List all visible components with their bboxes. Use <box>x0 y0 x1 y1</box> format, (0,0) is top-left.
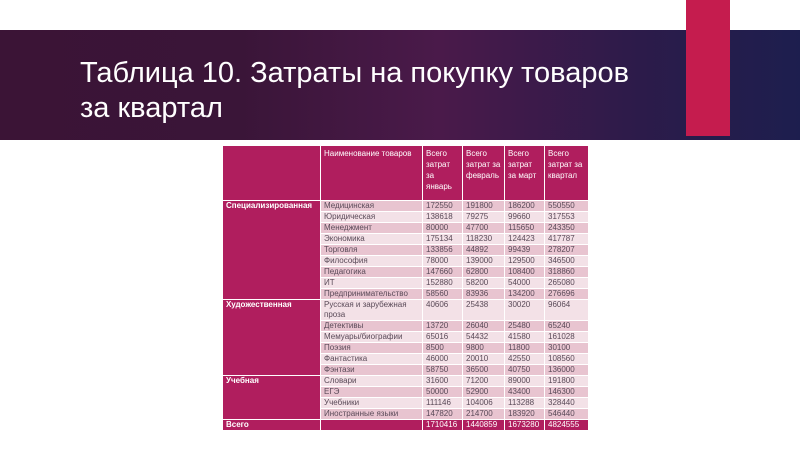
value-cell: 44892 <box>463 245 505 256</box>
value-cell: 191800 <box>545 376 589 387</box>
category-cell: Художественная <box>223 300 321 376</box>
product-name-cell: Торговля <box>321 245 423 256</box>
value-cell: 13720 <box>423 321 463 332</box>
header-march: Всего затрат за март <box>505 146 545 201</box>
value-cell: 124423 <box>505 234 545 245</box>
product-name-cell: Предпринимательство <box>321 289 423 300</box>
value-cell: 546440 <box>545 409 589 420</box>
product-name-cell: ИТ <box>321 278 423 289</box>
value-cell: 26040 <box>463 321 505 332</box>
table-row <box>223 300 589 321</box>
total-name-cell <box>321 420 423 431</box>
table-header-row <box>223 146 589 201</box>
value-cell: 161028 <box>545 332 589 343</box>
value-cell: 11800 <box>505 343 545 354</box>
product-name-cell: Медицинская <box>321 201 423 212</box>
value-cell: 346500 <box>545 256 589 267</box>
value-cell: 417787 <box>545 234 589 245</box>
product-name-cell: Иностранные языки <box>321 409 423 420</box>
value-cell: 108560 <box>545 354 589 365</box>
header-january: Всего затрат за январь <box>423 146 463 201</box>
value-cell: 138618 <box>423 212 463 223</box>
value-cell: 96064 <box>545 300 589 321</box>
value-cell: 133856 <box>423 245 463 256</box>
total-value-cell: 4824555 <box>545 420 589 431</box>
product-name-cell: Поэзия <box>321 343 423 354</box>
value-cell: 40750 <box>505 365 545 376</box>
total-value-cell: 1440859 <box>463 420 505 431</box>
value-cell: 317553 <box>545 212 589 223</box>
value-cell: 46000 <box>423 354 463 365</box>
value-cell: 113288 <box>505 398 545 409</box>
value-cell: 43400 <box>505 387 545 398</box>
value-cell: 214700 <box>463 409 505 420</box>
value-cell: 139000 <box>463 256 505 267</box>
value-cell: 134200 <box>505 289 545 300</box>
value-cell: 62800 <box>463 267 505 278</box>
value-cell: 99660 <box>505 212 545 223</box>
value-cell: 89000 <box>505 376 545 387</box>
header-quarter: Всего затрат за квартал <box>545 146 589 201</box>
value-cell: 8500 <box>423 343 463 354</box>
value-cell: 9800 <box>463 343 505 354</box>
value-cell: 83936 <box>463 289 505 300</box>
product-name-cell: Учебники <box>321 398 423 409</box>
product-name-cell: Философия <box>321 256 423 267</box>
category-cell: Учебная <box>223 376 321 420</box>
value-cell: 191800 <box>463 201 505 212</box>
value-cell: 550550 <box>545 201 589 212</box>
value-cell: 31600 <box>423 376 463 387</box>
value-cell: 50000 <box>423 387 463 398</box>
product-name-cell: Мемуары/биографии <box>321 332 423 343</box>
value-cell: 52900 <box>463 387 505 398</box>
page-title: Таблица 10. Затраты на покупку товаров за квартал <box>80 57 630 124</box>
value-cell: 65240 <box>545 321 589 332</box>
value-cell: 80000 <box>423 223 463 234</box>
total-value-cell: 1673280 <box>505 420 545 431</box>
value-cell: 78000 <box>423 256 463 267</box>
accent-bar <box>686 0 730 136</box>
product-name-cell: Фантастика <box>321 354 423 365</box>
value-cell: 47700 <box>463 223 505 234</box>
table-row <box>223 201 589 212</box>
value-cell: 183920 <box>505 409 545 420</box>
value-cell: 36500 <box>463 365 505 376</box>
value-cell: 99439 <box>505 245 545 256</box>
value-cell: 243350 <box>545 223 589 234</box>
table-body <box>223 201 589 431</box>
value-cell: 175134 <box>423 234 463 245</box>
value-cell: 318860 <box>545 267 589 278</box>
product-name-cell: Менеджмент <box>321 223 423 234</box>
value-cell: 58200 <box>463 278 505 289</box>
expenses-table <box>222 145 589 431</box>
product-name-cell: Фэнтази <box>321 365 423 376</box>
value-cell: 136000 <box>545 365 589 376</box>
product-name-cell: Юридическая <box>321 212 423 223</box>
value-cell: 276696 <box>545 289 589 300</box>
value-cell: 118230 <box>463 234 505 245</box>
value-cell: 172550 <box>423 201 463 212</box>
total-value-cell: 1710416 <box>423 420 463 431</box>
value-cell: 152880 <box>423 278 463 289</box>
value-cell: 42550 <box>505 354 545 365</box>
header-category <box>223 146 321 201</box>
value-cell: 25438 <box>463 300 505 321</box>
total-row <box>223 420 589 431</box>
product-name-cell: Детективы <box>321 321 423 332</box>
value-cell: 58750 <box>423 365 463 376</box>
product-name-cell: Педагогика <box>321 267 423 278</box>
value-cell: 108400 <box>505 267 545 278</box>
category-cell: Специализированная <box>223 201 321 300</box>
total-label-cell: Всего <box>223 420 321 431</box>
value-cell: 278207 <box>545 245 589 256</box>
table-row <box>223 376 589 387</box>
value-cell: 41580 <box>505 332 545 343</box>
value-cell: 40606 <box>423 300 463 321</box>
value-cell: 115650 <box>505 223 545 234</box>
value-cell: 104006 <box>463 398 505 409</box>
value-cell: 129500 <box>505 256 545 267</box>
expenses-table-container <box>222 145 588 431</box>
value-cell: 265080 <box>545 278 589 289</box>
value-cell: 186200 <box>505 201 545 212</box>
product-name-cell: Экономика <box>321 234 423 245</box>
value-cell: 111146 <box>423 398 463 409</box>
value-cell: 25480 <box>505 321 545 332</box>
value-cell: 54432 <box>463 332 505 343</box>
value-cell: 30020 <box>505 300 545 321</box>
product-name-cell: Словари <box>321 376 423 387</box>
value-cell: 58560 <box>423 289 463 300</box>
product-name-cell: ЕГЭ <box>321 387 423 398</box>
value-cell: 147820 <box>423 409 463 420</box>
header-product-name: Наименование товаров <box>321 146 423 201</box>
value-cell: 71200 <box>463 376 505 387</box>
value-cell: 146300 <box>545 387 589 398</box>
product-name-cell: Русская и зарубежная проза <box>321 300 423 321</box>
value-cell: 65016 <box>423 332 463 343</box>
value-cell: 79275 <box>463 212 505 223</box>
value-cell: 328440 <box>545 398 589 409</box>
value-cell: 20010 <box>463 354 505 365</box>
value-cell: 147660 <box>423 267 463 278</box>
header-february: Всего затрат за февраль <box>463 146 505 201</box>
value-cell: 54000 <box>505 278 545 289</box>
value-cell: 30100 <box>545 343 589 354</box>
